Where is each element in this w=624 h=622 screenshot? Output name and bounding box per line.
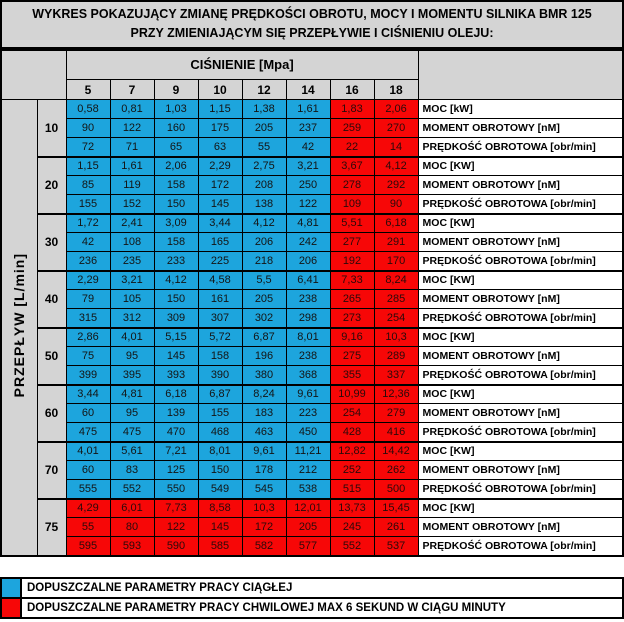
value-cell: 79 [66, 290, 110, 309]
value-cell: 22 [330, 138, 374, 157]
value-cell: 122 [110, 119, 154, 138]
value-cell: 2,29 [198, 157, 242, 176]
value-cell: 145 [198, 518, 242, 537]
flow-axis-label-text: PRZEPŁYW [L/min] [11, 252, 28, 397]
flow-value: 40 [37, 271, 66, 328]
value-cell: 3,67 [330, 157, 374, 176]
value-cell: 208 [242, 176, 286, 195]
parameters-table [0, 49, 624, 557]
value-cell: 218 [242, 252, 286, 271]
value-cell: 212 [286, 461, 330, 480]
value-cell: 252 [330, 461, 374, 480]
value-cell: 55 [66, 518, 110, 537]
value-cell: 275 [330, 347, 374, 366]
value-cell: 192 [330, 252, 374, 271]
table-row [1, 328, 623, 347]
table-row [1, 537, 623, 556]
value-cell: 515 [330, 480, 374, 499]
value-cell: 13,73 [330, 499, 374, 518]
value-cell: 150 [198, 461, 242, 480]
value-cell: 206 [286, 252, 330, 271]
metric-label: MOC [KW] [418, 157, 623, 176]
value-cell: 538 [286, 480, 330, 499]
value-cell: 235 [110, 252, 154, 271]
value-cell: 368 [286, 366, 330, 385]
pressure-value: 12 [242, 80, 286, 100]
value-cell: 395 [110, 366, 154, 385]
metric-label: MOMENT OBROTOWY [nM] [418, 290, 623, 309]
value-cell: 8,01 [198, 442, 242, 461]
value-cell: 233 [154, 252, 198, 271]
metric-label: MOMENT OBROTOWY [nM] [418, 119, 623, 138]
value-cell: 60 [66, 404, 110, 423]
value-cell: 1,83 [330, 100, 374, 119]
value-cell: 593 [110, 537, 154, 556]
metric-label: MOMENT OBROTOWY [nM] [418, 518, 623, 537]
corner-cell [1, 50, 66, 100]
value-cell: 10,3 [242, 499, 286, 518]
title-line-2: PRZY ZMIENIAJĄCYM SIĘ PRZEPŁYWIE I CIŚNIENIU OLEJU: [130, 25, 494, 40]
value-cell: 298 [286, 309, 330, 328]
value-cell: 552 [330, 537, 374, 556]
flow-value: 50 [37, 328, 66, 385]
table-row [1, 461, 623, 480]
value-cell: 3,21 [286, 157, 330, 176]
value-cell: 595 [66, 537, 110, 556]
value-cell: 0,58 [66, 100, 110, 119]
value-cell: 165 [198, 233, 242, 252]
metric-label: PRĘDKOŚĆ OBROTOWA [obr/min] [418, 309, 623, 328]
value-cell: 90 [66, 119, 110, 138]
value-cell: 7,73 [154, 499, 198, 518]
value-cell: 12,82 [330, 442, 374, 461]
table-row [1, 252, 623, 271]
value-cell: 337 [374, 366, 418, 385]
value-cell: 15,45 [374, 499, 418, 518]
value-cell: 1,15 [66, 157, 110, 176]
value-cell: 5,61 [110, 442, 154, 461]
value-cell: 10,99 [330, 385, 374, 404]
title-line-1: WYKRES POKAZUJĄCY ZMIANĘ PRĘDKOŚCI OBROTU, MOCY I MOMENTU SILNIKA BMR 125 [32, 7, 592, 21]
value-cell: 158 [154, 176, 198, 195]
value-cell: 380 [242, 366, 286, 385]
value-cell: 65 [154, 138, 198, 157]
table-row [1, 214, 623, 233]
value-cell: 172 [242, 518, 286, 537]
value-cell: 105 [110, 290, 154, 309]
metric-label: PRĘDKOŚĆ OBROTOWA [obr/min] [418, 537, 623, 556]
value-cell: 309 [154, 309, 198, 328]
table-row [1, 271, 623, 290]
metric-label: MOMENT OBROTOWY [nM] [418, 176, 623, 195]
pressure-value: 10 [198, 80, 242, 100]
value-cell: 550 [154, 480, 198, 499]
value-cell: 428 [330, 423, 374, 442]
value-cell: 2,75 [242, 157, 286, 176]
value-cell: 468 [198, 423, 242, 442]
value-cell: 4,81 [286, 214, 330, 233]
value-cell: 172 [198, 176, 242, 195]
metric-label: MOMENT OBROTOWY [nM] [418, 404, 623, 423]
value-cell: 205 [286, 518, 330, 537]
value-cell: 4,12 [154, 271, 198, 290]
value-cell: 160 [154, 119, 198, 138]
value-cell: 6,01 [110, 499, 154, 518]
value-cell: 355 [330, 366, 374, 385]
value-cell: 225 [198, 252, 242, 271]
value-cell: 555 [66, 480, 110, 499]
value-cell: 7,21 [154, 442, 198, 461]
pressure-value: 9 [154, 80, 198, 100]
pressure-axis-label: CIŚNIENIE [Mpa] [66, 50, 418, 80]
metric-label: PRĘDKOŚĆ OBROTOWA [obr/min] [418, 423, 623, 442]
metric-label: MOC [KW] [418, 442, 623, 461]
table-row [1, 385, 623, 404]
metric-label: MOMENT OBROTOWY [nM] [418, 461, 623, 480]
legend-row-continuous [2, 579, 622, 597]
value-cell: 259 [330, 119, 374, 138]
value-cell: 2,29 [66, 271, 110, 290]
value-cell: 0,81 [110, 100, 154, 119]
value-cell: 10,3 [374, 328, 418, 347]
value-cell: 254 [330, 404, 374, 423]
value-cell: 254 [374, 309, 418, 328]
value-cell: 60 [66, 461, 110, 480]
table-row [1, 290, 623, 309]
metric-label: PRĘDKOŚĆ OBROTOWA [obr/min] [418, 252, 623, 271]
value-cell: 9,61 [242, 442, 286, 461]
value-cell: 9,61 [286, 385, 330, 404]
metric-label: PRĘDKOŚĆ OBROTOWA [obr/min] [418, 138, 623, 157]
value-cell: 4,12 [374, 157, 418, 176]
legend-label-momentary: DOPUSZCZALNE PARAMETRY PRACY CHWILOWEJ MAX 6 SEKUND W CIĄGU MINUTY [22, 599, 622, 617]
value-cell: 450 [286, 423, 330, 442]
value-cell: 399 [66, 366, 110, 385]
table-row [1, 518, 623, 537]
page-title [0, 0, 624, 49]
value-cell: 2,06 [154, 157, 198, 176]
value-cell: 63 [198, 138, 242, 157]
value-cell: 119 [110, 176, 154, 195]
value-cell: 6,87 [242, 328, 286, 347]
value-cell: 549 [198, 480, 242, 499]
value-cell: 4,29 [66, 499, 110, 518]
value-cell: 238 [286, 347, 330, 366]
value-cell: 42 [66, 233, 110, 252]
value-cell: 3,44 [198, 214, 242, 233]
flow-value: 20 [37, 157, 66, 214]
value-cell: 537 [374, 537, 418, 556]
value-cell: 545 [242, 480, 286, 499]
value-cell: 155 [66, 195, 110, 214]
value-cell: 261 [374, 518, 418, 537]
metric-label: MOC [kW] [418, 100, 623, 119]
pressure-value: 5 [66, 80, 110, 100]
value-cell: 2,41 [110, 214, 154, 233]
red-swatch-icon [2, 599, 22, 617]
value-cell: 55 [242, 138, 286, 157]
value-cell: 470 [154, 423, 198, 442]
value-cell: 2,06 [374, 100, 418, 119]
value-cell: 279 [374, 404, 418, 423]
table-row [1, 100, 623, 119]
value-cell: 4,58 [198, 271, 242, 290]
value-cell: 292 [374, 176, 418, 195]
value-cell: 205 [242, 290, 286, 309]
value-cell: 302 [242, 309, 286, 328]
metric-label: MOC [KW] [418, 499, 623, 518]
table-row [1, 233, 623, 252]
value-cell: 109 [330, 195, 374, 214]
value-cell: 71 [110, 138, 154, 157]
flow-value: 10 [37, 100, 66, 157]
blue-swatch-icon [2, 579, 22, 597]
table-row [1, 499, 623, 518]
value-cell: 14 [374, 138, 418, 157]
value-cell: 552 [110, 480, 154, 499]
value-cell: 95 [110, 404, 154, 423]
table-row [1, 480, 623, 499]
value-cell: 8,24 [242, 385, 286, 404]
value-cell: 83 [110, 461, 154, 480]
value-cell: 196 [242, 347, 286, 366]
pressure-header-row [1, 50, 623, 80]
value-cell: 161 [198, 290, 242, 309]
value-cell: 291 [374, 233, 418, 252]
value-cell: 1,15 [198, 100, 242, 119]
value-cell: 3,21 [110, 271, 154, 290]
value-cell: 475 [66, 423, 110, 442]
value-cell: 90 [374, 195, 418, 214]
value-cell: 152 [110, 195, 154, 214]
table-row [1, 404, 623, 423]
value-cell: 463 [242, 423, 286, 442]
value-cell: 95 [110, 347, 154, 366]
value-cell: 7,33 [330, 271, 374, 290]
value-cell: 85 [66, 176, 110, 195]
value-cell: 158 [198, 347, 242, 366]
flow-value: 30 [37, 214, 66, 271]
value-cell: 1,61 [286, 100, 330, 119]
value-cell: 238 [286, 290, 330, 309]
metric-label: MOMENT OBROTOWY [nM] [418, 347, 623, 366]
metric-label: MOC [KW] [418, 271, 623, 290]
value-cell: 277 [330, 233, 374, 252]
value-cell: 145 [198, 195, 242, 214]
value-cell: 12,01 [286, 499, 330, 518]
value-cell: 14,42 [374, 442, 418, 461]
value-cell: 205 [242, 119, 286, 138]
flow-value: 60 [37, 385, 66, 442]
metric-label: MOC [KW] [418, 214, 623, 233]
value-cell: 122 [286, 195, 330, 214]
value-cell: 72 [66, 138, 110, 157]
value-cell: 312 [110, 309, 154, 328]
value-cell: 12,36 [374, 385, 418, 404]
value-cell: 158 [154, 233, 198, 252]
pressure-value: 7 [110, 80, 154, 100]
value-cell: 2,86 [66, 328, 110, 347]
value-cell: 170 [374, 252, 418, 271]
value-cell: 8,01 [286, 328, 330, 347]
value-cell: 5,5 [242, 271, 286, 290]
value-cell: 150 [154, 290, 198, 309]
metric-label: MOMENT OBROTOWY [nM] [418, 233, 623, 252]
value-cell: 245 [330, 518, 374, 537]
metric-label: PRĘDKOŚĆ OBROTOWA [obr/min] [418, 366, 623, 385]
value-cell: 242 [286, 233, 330, 252]
metric-label: MOC [KW] [418, 328, 623, 347]
value-cell: 585 [198, 537, 242, 556]
legend-row-momentary [2, 597, 622, 617]
value-cell: 125 [154, 461, 198, 480]
flow-value: 70 [37, 442, 66, 499]
value-cell: 577 [286, 537, 330, 556]
legend [0, 577, 624, 619]
value-cell: 178 [242, 461, 286, 480]
value-cell: 5,51 [330, 214, 374, 233]
value-cell: 175 [198, 119, 242, 138]
table-row [1, 309, 623, 328]
value-cell: 139 [154, 404, 198, 423]
flow-axis-label [1, 100, 37, 556]
value-cell: 223 [286, 404, 330, 423]
value-cell: 11,21 [286, 442, 330, 461]
value-cell: 122 [154, 518, 198, 537]
value-cell: 5,72 [198, 328, 242, 347]
value-cell: 270 [374, 119, 418, 138]
value-cell: 265 [330, 290, 374, 309]
table-body [1, 100, 623, 556]
value-cell: 250 [286, 176, 330, 195]
value-cell: 416 [374, 423, 418, 442]
value-cell: 4,81 [110, 385, 154, 404]
value-cell: 155 [198, 404, 242, 423]
value-cell: 590 [154, 537, 198, 556]
pressure-value: 14 [286, 80, 330, 100]
value-cell: 278 [330, 176, 374, 195]
value-cell: 6,18 [374, 214, 418, 233]
table-row [1, 138, 623, 157]
value-cell: 500 [374, 480, 418, 499]
value-cell: 582 [242, 537, 286, 556]
value-cell: 9,16 [330, 328, 374, 347]
pressure-value: 18 [374, 80, 418, 100]
legend-label-continuous: DOPUSZCZALNE PARAMETRY PRACY CIĄGŁEJ [22, 579, 622, 597]
value-cell: 206 [242, 233, 286, 252]
table-row [1, 157, 623, 176]
table-row [1, 442, 623, 461]
value-cell: 8,24 [374, 271, 418, 290]
value-cell: 307 [198, 309, 242, 328]
value-cell: 4,12 [242, 214, 286, 233]
table-row [1, 347, 623, 366]
value-cell: 8,58 [198, 499, 242, 518]
value-cell: 3,44 [66, 385, 110, 404]
value-cell: 75 [66, 347, 110, 366]
value-cell: 237 [286, 119, 330, 138]
table-row [1, 366, 623, 385]
value-cell: 1,61 [110, 157, 154, 176]
value-cell: 6,87 [198, 385, 242, 404]
value-cell: 1,38 [242, 100, 286, 119]
value-cell: 6,41 [286, 271, 330, 290]
value-cell: 4,01 [66, 442, 110, 461]
value-cell: 390 [198, 366, 242, 385]
value-cell: 4,01 [110, 328, 154, 347]
value-cell: 150 [154, 195, 198, 214]
table-row [1, 176, 623, 195]
table-row [1, 119, 623, 138]
value-cell: 3,09 [154, 214, 198, 233]
metric-label: PRĘDKOŚĆ OBROTOWA [obr/min] [418, 480, 623, 499]
pressure-value: 16 [330, 80, 374, 100]
value-cell: 145 [154, 347, 198, 366]
value-cell: 80 [110, 518, 154, 537]
table-row [1, 195, 623, 214]
value-cell: 273 [330, 309, 374, 328]
value-cell: 262 [374, 461, 418, 480]
value-cell: 1,03 [154, 100, 198, 119]
metric-label: MOC [KW] [418, 385, 623, 404]
value-cell: 138 [242, 195, 286, 214]
value-cell: 42 [286, 138, 330, 157]
value-cell: 183 [242, 404, 286, 423]
value-cell: 5,15 [154, 328, 198, 347]
value-cell: 236 [66, 252, 110, 271]
value-cell: 6,18 [154, 385, 198, 404]
value-cell: 475 [110, 423, 154, 442]
value-cell: 108 [110, 233, 154, 252]
metric-label: PRĘDKOŚĆ OBROTOWA [obr/min] [418, 195, 623, 214]
table-row [1, 423, 623, 442]
value-cell: 285 [374, 290, 418, 309]
flow-value: 75 [37, 499, 66, 556]
value-cell: 1,72 [66, 214, 110, 233]
value-cell: 393 [154, 366, 198, 385]
value-cell: 289 [374, 347, 418, 366]
header-right-cell [418, 50, 623, 100]
value-cell: 315 [66, 309, 110, 328]
